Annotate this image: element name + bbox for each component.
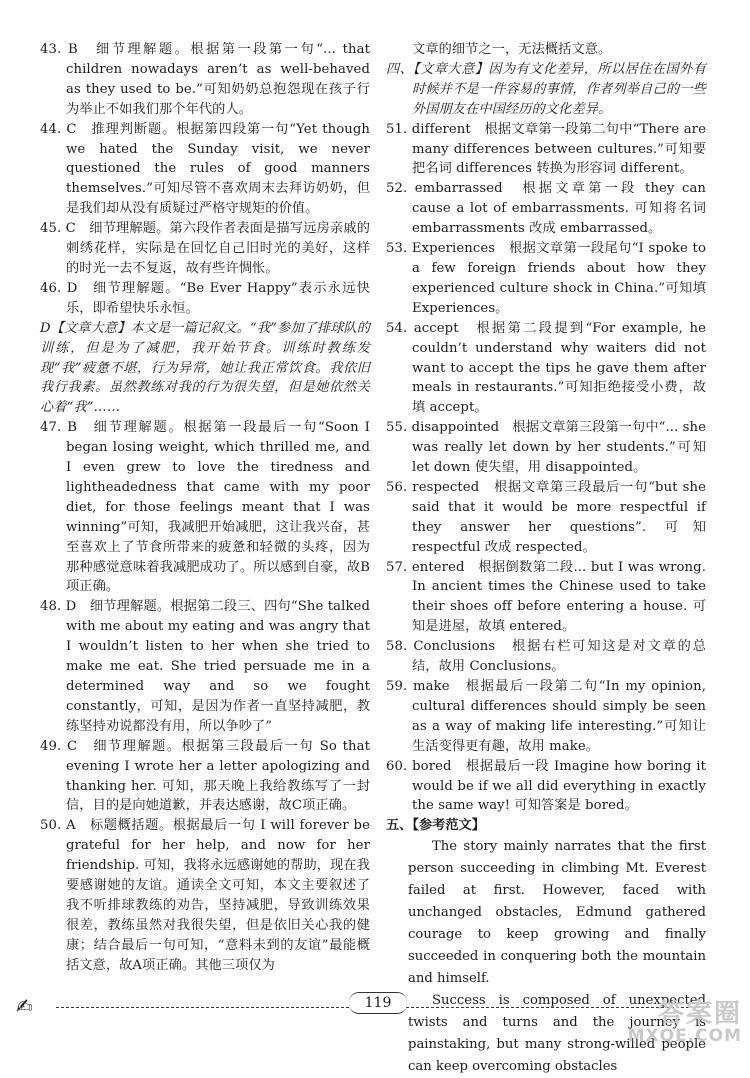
- section-d-summary: D【文章大意】本文是一篇记叙文。“我”参加了排球队的训练，但是为了减肥，我开始节食。训练时教练发现“我”疲惫不堪，行为异常，她让我正常饮食。我依旧我行我素。虽然教练对我的行为很失望，但是她依然关心着“我”……: [40, 320, 370, 416]
- answer-44: 44. C 推理判断题。根据第四段第一句“Yet though we hated the Sunday visit, we never questioned the rules of good manners themselves.”可知尽管不喜欢周末去拜访奶奶，但是我们却从没有质疑过严格守规矩的价值。: [40, 121, 370, 217]
- answer-45: 45. C 细节理解题。第六段作者表面是描写远房亲戚的刺绣花样，实际是在回忆自己旧时光的美好，这样的时光一去不复返，故有些许惆怅。: [40, 221, 370, 276]
- watermark: [627, 999, 742, 1047]
- answer-57: 57. entered 根据倒数第二段... but I was wrong. In ancient times the Chinese used to take their shoes off before entering a house. 可知是进屋，故填 entered。: [386, 559, 706, 635]
- essay-paragraph: Success is composed of unexpected twists and turns and the journey is painstaking, but many strong-willed people can keep overcoming obstacles: [408, 993, 706, 1075]
- answer-58: 58. Conclusions 根据右栏可知这是对文章的总结，故用 Conclusions。: [386, 639, 706, 675]
- watermark-cn: 答案圈: [657, 999, 742, 1029]
- answer-51: 51. different 根据文章第一段第二句中“There are many differences between cultures.”可知要把名词 differences 转换为形容词 different。: [386, 121, 706, 177]
- answer-59: 59. make 根据最后一段第二句“In my opinion, cultural differences should simply be seen as a way of making life interesting.”可知让生活变得更有趣，故用 make。: [386, 679, 706, 754]
- answer-60: 60. bored 根据最后一段 Imagine how boring it would be if we all did everything in exactly the same way! 可知答案是 bored。: [386, 758, 706, 814]
- answer-56: 56. respected 根据文章第三段最后一句“but she said that it would be more respectful if they answer her questions”. 可知 respectful 改成 respected。: [386, 479, 706, 555]
- essay-paragraph: The story mainly narrates that the first person succeeding in climbing Mt. Everest failed at first. However, faced with unchanged obstacles, Edmund gathered courage to keep growing and finally succeeded in conquering both the mountain and himself.: [408, 839, 706, 987]
- left-column: [40, 40, 370, 976]
- page-number: 119: [349, 992, 407, 1014]
- answer-52: 52. embarrassed 根据文章第一段 they can cause a lot of embarrassments. 可知将名词 embarrassments 改成 embarrassed。: [386, 181, 706, 237]
- answer-46: 46. D 细节理解题。“Be Ever Happy”表示永远快乐，即希望快乐永恒。: [40, 280, 370, 316]
- answer-47: 47. B 细节理解题。根据第一段最后一句“Soon I began losing weight, which thrilled me, and I even grew to love the tiredness and lightheadedness that came with my poor diet, for those feelings meant that I was winning”可知，我减肥开始减肥，这让我兴奋，甚至喜欢上了节食所带来的疲惫和轻微的头疼，因为那种感觉意味着我减肥成功了。所以感到自豪，故B项正确。: [40, 420, 370, 595]
- essay-heading-text: 五、【参考范文】: [386, 818, 485, 834]
- answer-48: 48. D 细节理解题。根据第二段三、四句“She talked with me about my eating and was angry that I wouldn’t listen to her when she tried to make me eat. She tried persuade me in a determined way and so we fought constantly，可知，是因为作者一直坚持减肥，教练坚持劝说都没有用，所以争吵了”: [40, 599, 370, 734]
- watermark-url: MXQE.COM: [627, 1026, 742, 1046]
- answer-49: 49. C 细节理解题。根据第三段最后一句 So that evening I wrote her a letter apologizing and thanking her. 可知，那天晚上我给教练写了一封信，目的是向她道歉，并表达感谢，故C项正确。: [40, 738, 370, 814]
- answer-50: 50. A 标题概括题。根据最后一句 I will forever be grateful for her help, and now for her friendship. 可知，我将永远感谢她的帮助，现在我要感谢她的友谊。通读全文可知，本文主要叙述了我不听排球教练的劝告，坚持减肥，导致训练效果很差，教练虽然对我很失望，但是依旧关心我的健康；结合最后一句可知，“意料未到的友谊”最能概括文意，故A项正确。其他三项仅为: [40, 818, 370, 973]
- page-footer: [16, 990, 734, 1020]
- answer-50-continued: 文章的细节之一，无法概括文意。: [412, 42, 612, 57]
- essay-heading: [386, 816, 706, 836]
- answer-53: 53. Experiences 根据文章第一段尾句“I spoke to a few foreign friends about how they experienced culture shock in China.”可知填 Experiences。: [386, 241, 706, 316]
- right-column: [386, 40, 706, 1078]
- section-4-summary: 四、【文章大意】因为有文化差异，所以居住在国外有时候并不是一件容易的事情，作者列举自己的一些外国朋友在中国经历的文化差异。: [386, 61, 706, 117]
- answer-55: 55. disappointed 根据文章第三段第一句中“... she was really let down by her students.”可知 let down 使失望，用 disappointed。: [386, 420, 706, 476]
- pen-icon: ✍: [16, 994, 33, 1018]
- answer-43: 43. B 细节理解题。根据第一段第一句“... that children nowadays aren’t as well-behaved as they used to be.”可知奶奶总抱怨现在孩子行为举止不如我们那个年代的人。: [40, 42, 370, 117]
- answer-54: 54. accept 根据第二段提到“For example, he couldn’t understand why waiters did not want to accept the tips he gave them after meals in restaurants.”可知拒绝接受小费，故填 accept。: [386, 320, 706, 416]
